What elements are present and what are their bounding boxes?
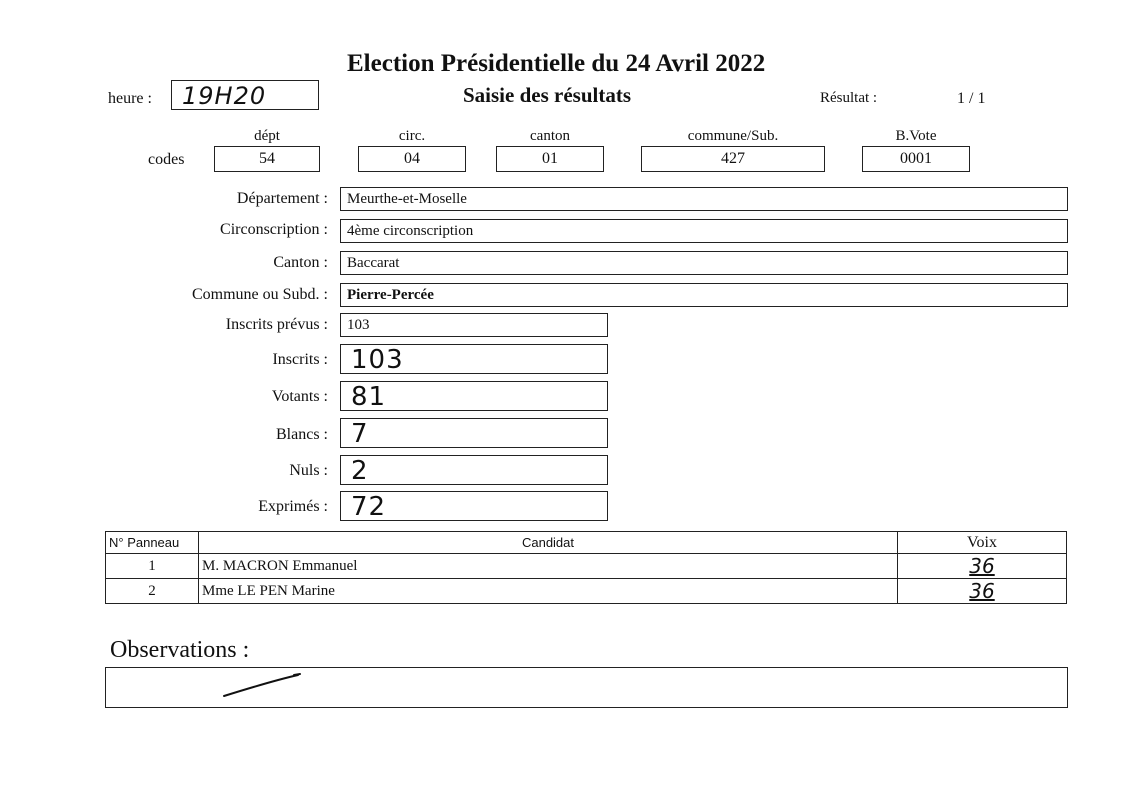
row-2-voix-input[interactable] — [898, 579, 1067, 604]
departement-label: Département : — [236, 190, 328, 207]
voix-header: Voix — [898, 532, 1067, 554]
page-title: Election Présidentielle du 24 Avril 2022 — [347, 50, 766, 77]
code-bvote-box: 0001 — [862, 146, 970, 172]
code-canton-header: canton — [530, 128, 570, 144]
row-1-voix: 36 — [969, 554, 995, 578]
table-row — [106, 579, 1067, 604]
row-2-candidat: Mme LE PEN Marine — [199, 579, 898, 604]
candidates-table — [105, 531, 1067, 604]
resultat-value: 1 / 1 — [957, 90, 986, 107]
code-circ-header: circ. — [398, 128, 426, 144]
circonscription-label: Circonscription : — [220, 221, 328, 238]
code-bvote-header: B.Vote — [895, 128, 937, 144]
inscrits-prevus-field: 103 — [340, 313, 608, 337]
exprimes-label: Exprimés : — [258, 498, 328, 515]
code-commune-header: commune/Sub. — [687, 128, 779, 144]
code-dept-header: dépt — [254, 128, 280, 144]
table-header-row — [106, 532, 1067, 554]
heure-label: heure : — [108, 90, 152, 107]
table-row — [106, 554, 1067, 579]
departement-field: Meurthe-et-Moselle — [340, 187, 1068, 211]
votants-input[interactable]: 81 — [340, 381, 608, 411]
panneau-header: N° Panneau — [106, 532, 199, 554]
canton-label: Canton : — [273, 254, 328, 271]
circonscription-field: 4ème circonscription — [340, 219, 1068, 243]
row-2-voix: 36 — [969, 579, 995, 603]
votants-label: Votants : — [271, 388, 328, 405]
observations-label: Observations : — [110, 637, 250, 663]
code-commune-box: 427 — [641, 146, 825, 172]
page-subtitle: Saisie des résultats — [463, 83, 631, 107]
pen-stroke-icon — [216, 668, 416, 708]
commune-label: Commune ou Subd. : — [191, 286, 328, 303]
inscrits-label: Inscrits : — [272, 351, 328, 368]
blancs-input[interactable]: 7 — [340, 418, 608, 448]
row-1-panneau: 1 — [106, 554, 199, 579]
canton-field: Baccarat — [340, 251, 1068, 275]
code-dept-box: 54 — [214, 146, 320, 172]
inscrits-prevus-label: Inscrits prévus : — [225, 316, 328, 333]
row-1-candidat: M. MACRON Emmanuel — [199, 554, 898, 579]
code-canton-box: 01 — [496, 146, 604, 172]
nuls-label: Nuls : — [289, 462, 328, 479]
candidat-header: Candidat — [199, 532, 898, 554]
inscrits-input[interactable]: 103 — [340, 344, 608, 374]
row-2-panneau: 2 — [106, 579, 199, 604]
blancs-label: Blancs : — [276, 426, 328, 443]
exprimes-input[interactable]: 72 — [340, 491, 608, 521]
codes-label: codes — [148, 151, 185, 168]
observations-field[interactable] — [105, 667, 1068, 708]
commune-field: Pierre-Percée — [340, 283, 1068, 307]
heure-input[interactable]: 19H20 — [171, 80, 319, 110]
resultat-label: Résultat : — [820, 90, 878, 106]
code-circ-box: 04 — [358, 146, 466, 172]
nuls-input[interactable]: 2 — [340, 455, 608, 485]
row-1-voix-input[interactable] — [898, 554, 1067, 579]
